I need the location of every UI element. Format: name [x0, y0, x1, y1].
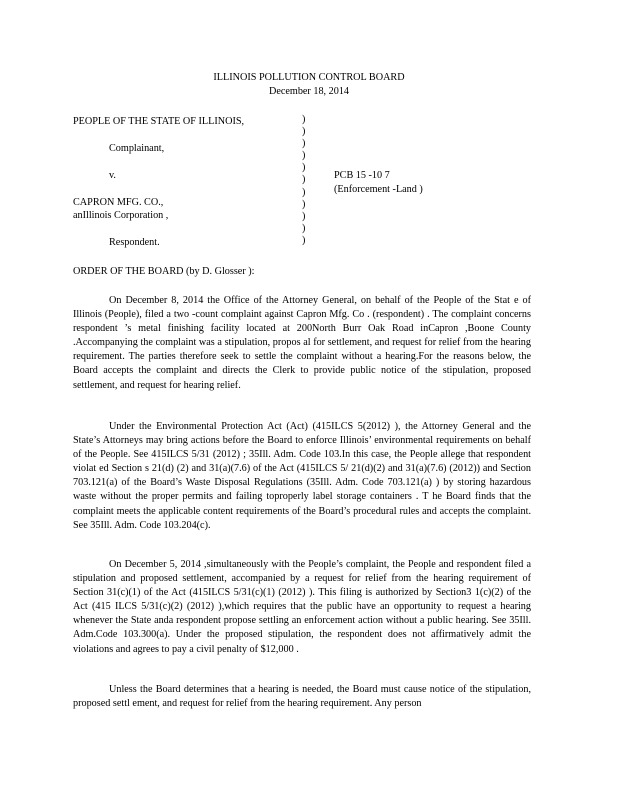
caption-parenthesis-column: ) ) ) ) ) ) ) ) ) ) ): [302, 114, 306, 246]
body-paragraph-1: On December 8, 2014 the Office of the Attorney General, on behalf of the People of the Stat e of Illinois (People), filed a two -count complaint against Capron Mfg. Co . (respondent) . The complaint concerns respondent ’s metal finishing facility located at 200North Burr Oak Road inCapron ,Boone County .Accompanying the complaint was a stipulation, propos al for settlement, and request for relief from the hearing requirement. The parties therefore seek to settle the complaint without a hearing.For the reasons below, the Board accepts the complaint and directs the Clerk to provide public notice of the stipulation, proposed settlement, and request for hearing relief.: [73, 295, 531, 391]
order-date: December 18, 2014: [268, 86, 350, 97]
order-heading: ORDER OF THE BOARD (by D. Glosser ):: [73, 266, 255, 277]
board-name-heading: ILLINOIS POLLUTION CONTROL BOARD: [213, 72, 405, 83]
plaintiff-role: Complainant,: [109, 143, 165, 154]
defendant-name: CAPRON MFG. CO.,: [73, 197, 164, 208]
body-paragraph-2: Under the Environmental Protection Act (Act) (415ILCS 5(2012) ), the Attorney General and the State’s Attorneys may bring actions before the Board to enforce Illinois’ environmental requirements on behalf of the People. See 415ILCS 5/31 (2012) ; 35Ill. Adm. Code 103.In this case, the People allege that respondent violat ed Section s 21(d) (2) and 31(a)(7.6) of the Act (415ILCS 5/ 21(d)(2) and 31(a)(7.6) (2012)) and Section 703.121(a) of the Board’s Waste Disposal Regulations (35Ill. Adm. Code 703.121(a) ) by storing hazardous waste without the proper permits and failing toproperly label storage containers . T he Board finds that the complaint meets the applicable content requirements of the Board’s procedural rules and accepts the complaint. See 35Ill. Adm. Code 103.204(c).: [73, 421, 531, 531]
defendant-role: Respondent.: [109, 237, 160, 248]
versus-label: v.: [109, 170, 116, 181]
plaintiff-name: PEOPLE OF THE STATE OF ILLINOIS,: [73, 116, 245, 127]
body-paragraph-4: Unless the Board determines that a hearing is needed, the Board must cause notice of the stipulation, proposed settl ement, and request for relief from the hearing requirement. Any person: [73, 684, 531, 710]
case-type: (Enforcement -Land ): [334, 184, 423, 195]
case-number: PCB 15 -10 7: [334, 170, 390, 181]
body-paragraph-3: On December 5, 2014 ,simultaneously with the People’s complaint, the People and respondent filed a stipulation and proposed settlement, accompanied by a request for relief from the hearing requirement of Section 31(c)(1) of the Act (415ILCS 5/31(c)(1) (2012) ). This filing is authorized by Section3 1(c)(2) of the Act (415 ILCS 5/31(c)(2) (2012) ),which requires that the public have an opportunity to request a hearing whenever the State anda respondent propose settling an enforcement action without a public hearing. See 35Ill. Adm.Code 103.300(a). Under the proposed stipulation, the respondent does not affirmatively admit the violations and agrees to pay a civil penalty of $12,000 .: [73, 559, 531, 655]
defendant-description: anIllinois Corporation ,: [73, 210, 169, 221]
